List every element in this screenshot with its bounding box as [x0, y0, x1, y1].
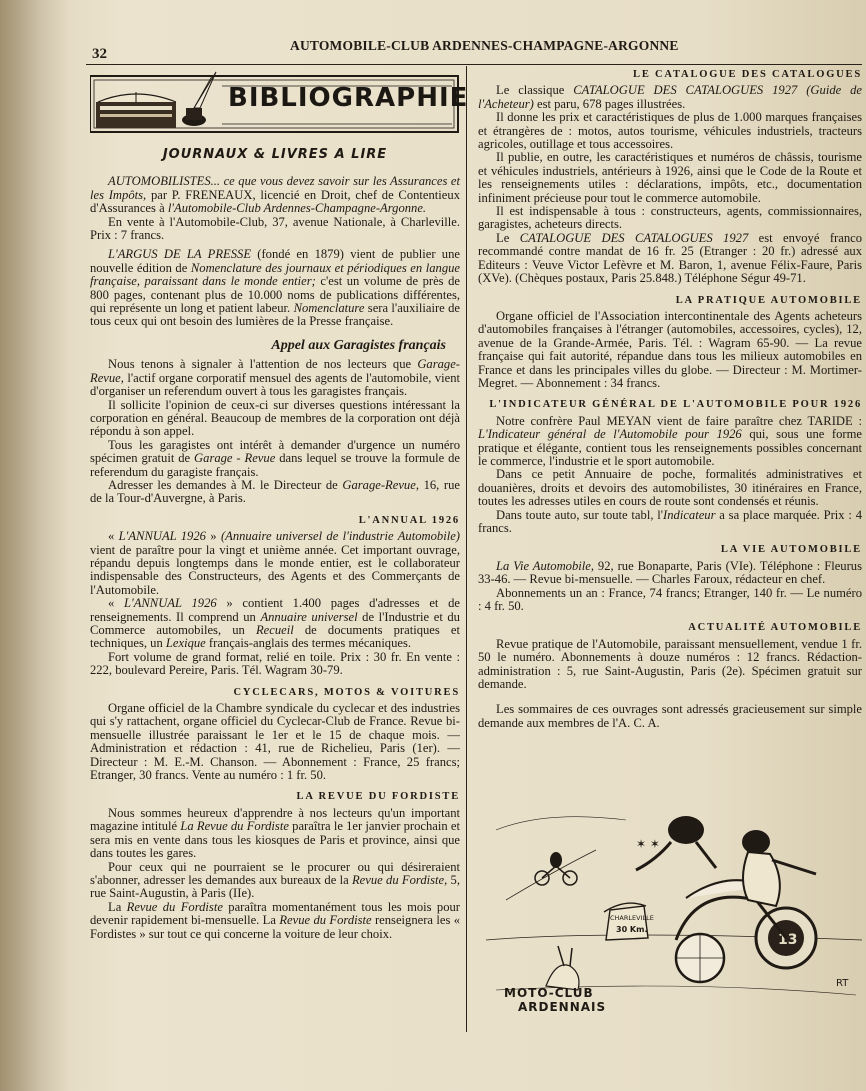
fordiste-paragraph-1: Nous sommes heureux d'apprendre à nos lecteurs qu'un important magazine intitulé La Revue du Fordiste paraîtra le 1er janvier prochain et sera mis en vente dans tous les kiosques de Paris et province, ainsi que dans toutes les gares.	[90, 805, 460, 861]
catalogue-paragraph-4: Il est indispensable à tous : constructeurs, agents, commissionnaires, garagistes, acheteurs directs.	[478, 204, 862, 232]
section-subtitle: JOURNAUX & LIVRES A LIRE	[162, 147, 388, 162]
catalogue-paragraph-2: Il donne les prix et caractéristiques de plus de 1.000 marques françaises et étrangères de : motos, autos tourisme, véhicules industriels, tracteurs agricoles, outillage et tous accessoires.	[478, 110, 862, 152]
bibliographie-banner	[90, 68, 469, 142]
catalogue-paragraph-1: Le classique CATALOGUE DES CATALOGUES 1927 (Guide de l'Acheteur) est paru, 678 pages illustrées.	[478, 83, 863, 111]
indicateur-paragraph-2: Dans ce petit Annuaire de poche, formalités administratives et douanières, droits et devoirs des automobilistes, 30 itinéraires en France, toutes les adresses utiles en cours de route sont condensés et réunis.	[478, 467, 862, 509]
artist-mark: RT	[836, 978, 849, 989]
catalogue-title: LE CATALOGUE DES CATALOGUES	[633, 69, 862, 80]
pratique-paragraph: Organe officiel de l'Association intercontinentale des Agents acheteurs d'automobiles françaises à l'étranger (automobiles, accessoires, cycles), 12, avenue de la Grande-Armée, Paris. Tél. : Wagram 65-90. — La revue française qui fait autorité, répandue dans tous les milieux automobiles en France et dans les principales villes du globe. — Directeur : M. Mortimer-Megret. — Abonnement : 34 francs.	[478, 308, 862, 390]
appel-paragraph-1: Nous tenons à signaler à l'attention de nos lecteurs que Garage-Revue, l'actif organe corporatif mensuel des agents de l'automobile, vient d'organiser un referendum ouvert à tous les garagistes français.	[90, 357, 460, 399]
indicateur-paragraph-3: Dans toute auto, sur toute tabl, l'Indicateur a sa place marquée. Prix : 4 francs.	[478, 507, 862, 535]
running-title: AUTOMOBILE-CLUB ARDENNES-CHAMPAGNE-ARGONNE	[290, 38, 679, 53]
indicateur-paragraph-1: Notre confrère Paul MEYAN vient de faire paraître chez TARIDE : L'Indicateur général de l'Automobile pour 1926 qui, sous une forme pratique et élégante, contient tous les renseignements possibles concernant le commerce, l'industrie et le sport automobile.	[478, 413, 863, 468]
closing-note: Les sommaires de ces ouvrages sont adressés gracieusement sur simple demande aux membres de l'A. C. A.	[478, 702, 862, 730]
fordiste-title: LA REVUE DU FORDISTE	[296, 791, 460, 803]
appel-paragraph-4: Adresser les demandes à M. le Directeur de Garage-Revue, 16, rue de la Tour-d'Auvergne, à Paris.	[90, 477, 460, 506]
actualite-paragraph: Revue pratique de l'Automobile, paraissant mensuellement, vendue 1 fr. 50 le numéro. Abonnements à douze numéros : 12 francs. Rédaction-administration : 5, rue Saint-Augustin, Paris (2e). Spécimen gratuit sur demande.	[478, 636, 862, 692]
cyclecars-title: CYCLECARS, MOTOS & VOITURES	[233, 686, 460, 698]
automobilistes-sale-info: En vente à l'Automobile-Club, 37, avenue Nationale, à Charleville. Prix : 7 francs.	[90, 214, 460, 243]
bibliographie-title: BIBLIOGRAPHIE	[228, 83, 469, 113]
svg-text:✶ ✶: ✶ ✶	[636, 837, 660, 851]
wheel-number: 13	[778, 932, 798, 948]
appel-paragraph-2: Il sollicite l'opinion de ceux-ci sur diverses questions intéressant la corporation en général. Beaucoup de membres de la corporation ont déjà répondu à son appel.	[90, 397, 460, 439]
indicateur-title: L'INDICATEUR GÉNÉRAL DE L'AUTOMOBILE POUR 1926	[489, 399, 862, 411]
vie-paragraph-1: La Vie Automobile, 92, rue Bonaparte, Paris (VIe). Téléphone : Fleurus 33-46. — Revue bi-mensuelle. — Charles Faroux, rédacteur en chef.	[478, 558, 862, 587]
pratique-title: LA PRATIQUE AUTOMOBILE	[675, 294, 862, 306]
header-rule	[86, 64, 862, 65]
catalogue-paragraph-3: Il publie, en outre, les caractéristiques et numéros de châssis, tourisme et véhicules industriels, antérieurs à 1926, ainsi que le Code de la Route et les renseignements utiles : déclarations, impôts, etc., documentation infiniment précieuse pour tout le commerce automobile.	[478, 150, 862, 205]
signpost-distance: 30 Km.	[616, 925, 648, 934]
signpost-town: CHARLEVILLE	[610, 914, 654, 922]
right-column	[478, 68, 862, 730]
argus-paragraph: L'ARGUS DE LA PRESSE (fondé en 1879) vient de publier une nouvelle édition de Nomenclature des journaux et périodiques en langue française, paraissant dans le monde entier; c'est un volume de près de 800 pages, contenant plus de 10.000 noms de publications différentes, qui représente un long et patient labeur. Nomenclature sera l'auxiliaire de tous ceux qui ont besoin des lumières de la Presse française.	[90, 247, 460, 329]
appel-title: Appel aux Garagistes français	[271, 337, 446, 353]
actualite-title: ACTUALITÉ AUTOMOBILE	[688, 622, 862, 634]
fordiste-paragraph-2: Pour ceux qui ne pourraient se le procurer ou qui désireraient s'abonner, adresser les demandes aux bureaux de la Revue du Fordiste, 5, rue Saint-Augustin, à Paris (IIe).	[90, 859, 460, 901]
fordiste-paragraph-3: La Revue du Fordiste paraîtra momentanément tous les mois pour devenir rapidement bi-mensuelle. La Revue du Fordiste renseignera les « Fordistes » sur tout ce qui concerne la voiture de leur choix.	[90, 899, 461, 941]
page-number: 32	[92, 46, 107, 62]
cyclecars-paragraph: Organe officiel de la Chambre syndicale du cyclecar et des industries qui s'y rattachent, organe officiel du Cyclecar-Club de France. Revue bi-mensuelle illustrée paraissant le 1er et le 15 de chaque mois. — Administration et rédaction : 41, rue de Richelieu, Paris (1er). — Directeur : M. E.-M. Chanson. — Abonnement : France, 25 francs; Etranger, 30 francs. Vente au numéro : 1 fr. 50.	[90, 701, 460, 783]
left-column	[90, 68, 469, 941]
annual-paragraph-1: « L'ANNUAL 1926 » (Annuaire universel de l'industrie Automobile) vient de paraître pour la vingt et unième année. Cet important ouvrage, répandu depuis longtemps dans le monde entier, est le collaborateur indispensable des Constructeurs, des Agents et des Commerçants de l'Automobile.	[90, 529, 460, 597]
annual-title: L'ANNUAL 1926	[358, 514, 460, 526]
vie-paragraph-2: Abonnements un an : France, 74 francs; Etranger, 140 fr. — Le numéro : 4 fr. 50.	[478, 585, 862, 614]
appel-paragraph-3: Tous les garagistes ont intérêt à demander d'urgence un numéro spécimen gratuit de Garage - Revue dans lequel se trouve la formule de referendum du garagiste français.	[90, 437, 461, 479]
automobilistes-paragraph: AUTOMOBILISTES... ce que vous devez savoir sur les Assurances et les Impôts, par P. FRENEAUX, licencié en Droit, chef de Contentieux d'Assurances à l'Automobile-Club Ardennes-Champagne-Argonne.	[90, 174, 460, 216]
column-divider	[466, 66, 467, 1032]
moto-club-signature: MOTO-CLUB ARDENNAIS	[504, 986, 607, 1014]
page-gutter	[0, 0, 70, 1091]
catalogue-paragraph-5: Le CATALOGUE DES CATALOGUES 1927 est envoyé franco recommandé contre mandat de 16 fr. 25 (Etranger : 20 fr.) adressé aux Editeurs : Veuve Victor Lefèvre et M. Baron, 1, avenue Félix-Faure, Paris (XVe). (Chèques postaux, Paris 25.848.) Téléphone Ségur 49-71.	[478, 230, 862, 286]
annual-paragraph-3: Fort volume de grand format, relié en toile. Prix : 30 fr. En vente : 222, boulevard Pereire, Paris. Tél. Wagram 30-79.	[90, 649, 460, 678]
annual-paragraph-2: « L'ANNUAL 1926 » contient 1.400 pages d'adresses et de renseignements. Il comprend un Annuaire universel de l'Industrie et du Commerce automobiles, un Recueil de documents pratiques et techniques, un Lexique français-anglais des termes mécaniques.	[90, 596, 461, 651]
vie-title: LA VIE AUTOMOBILE	[720, 544, 862, 556]
